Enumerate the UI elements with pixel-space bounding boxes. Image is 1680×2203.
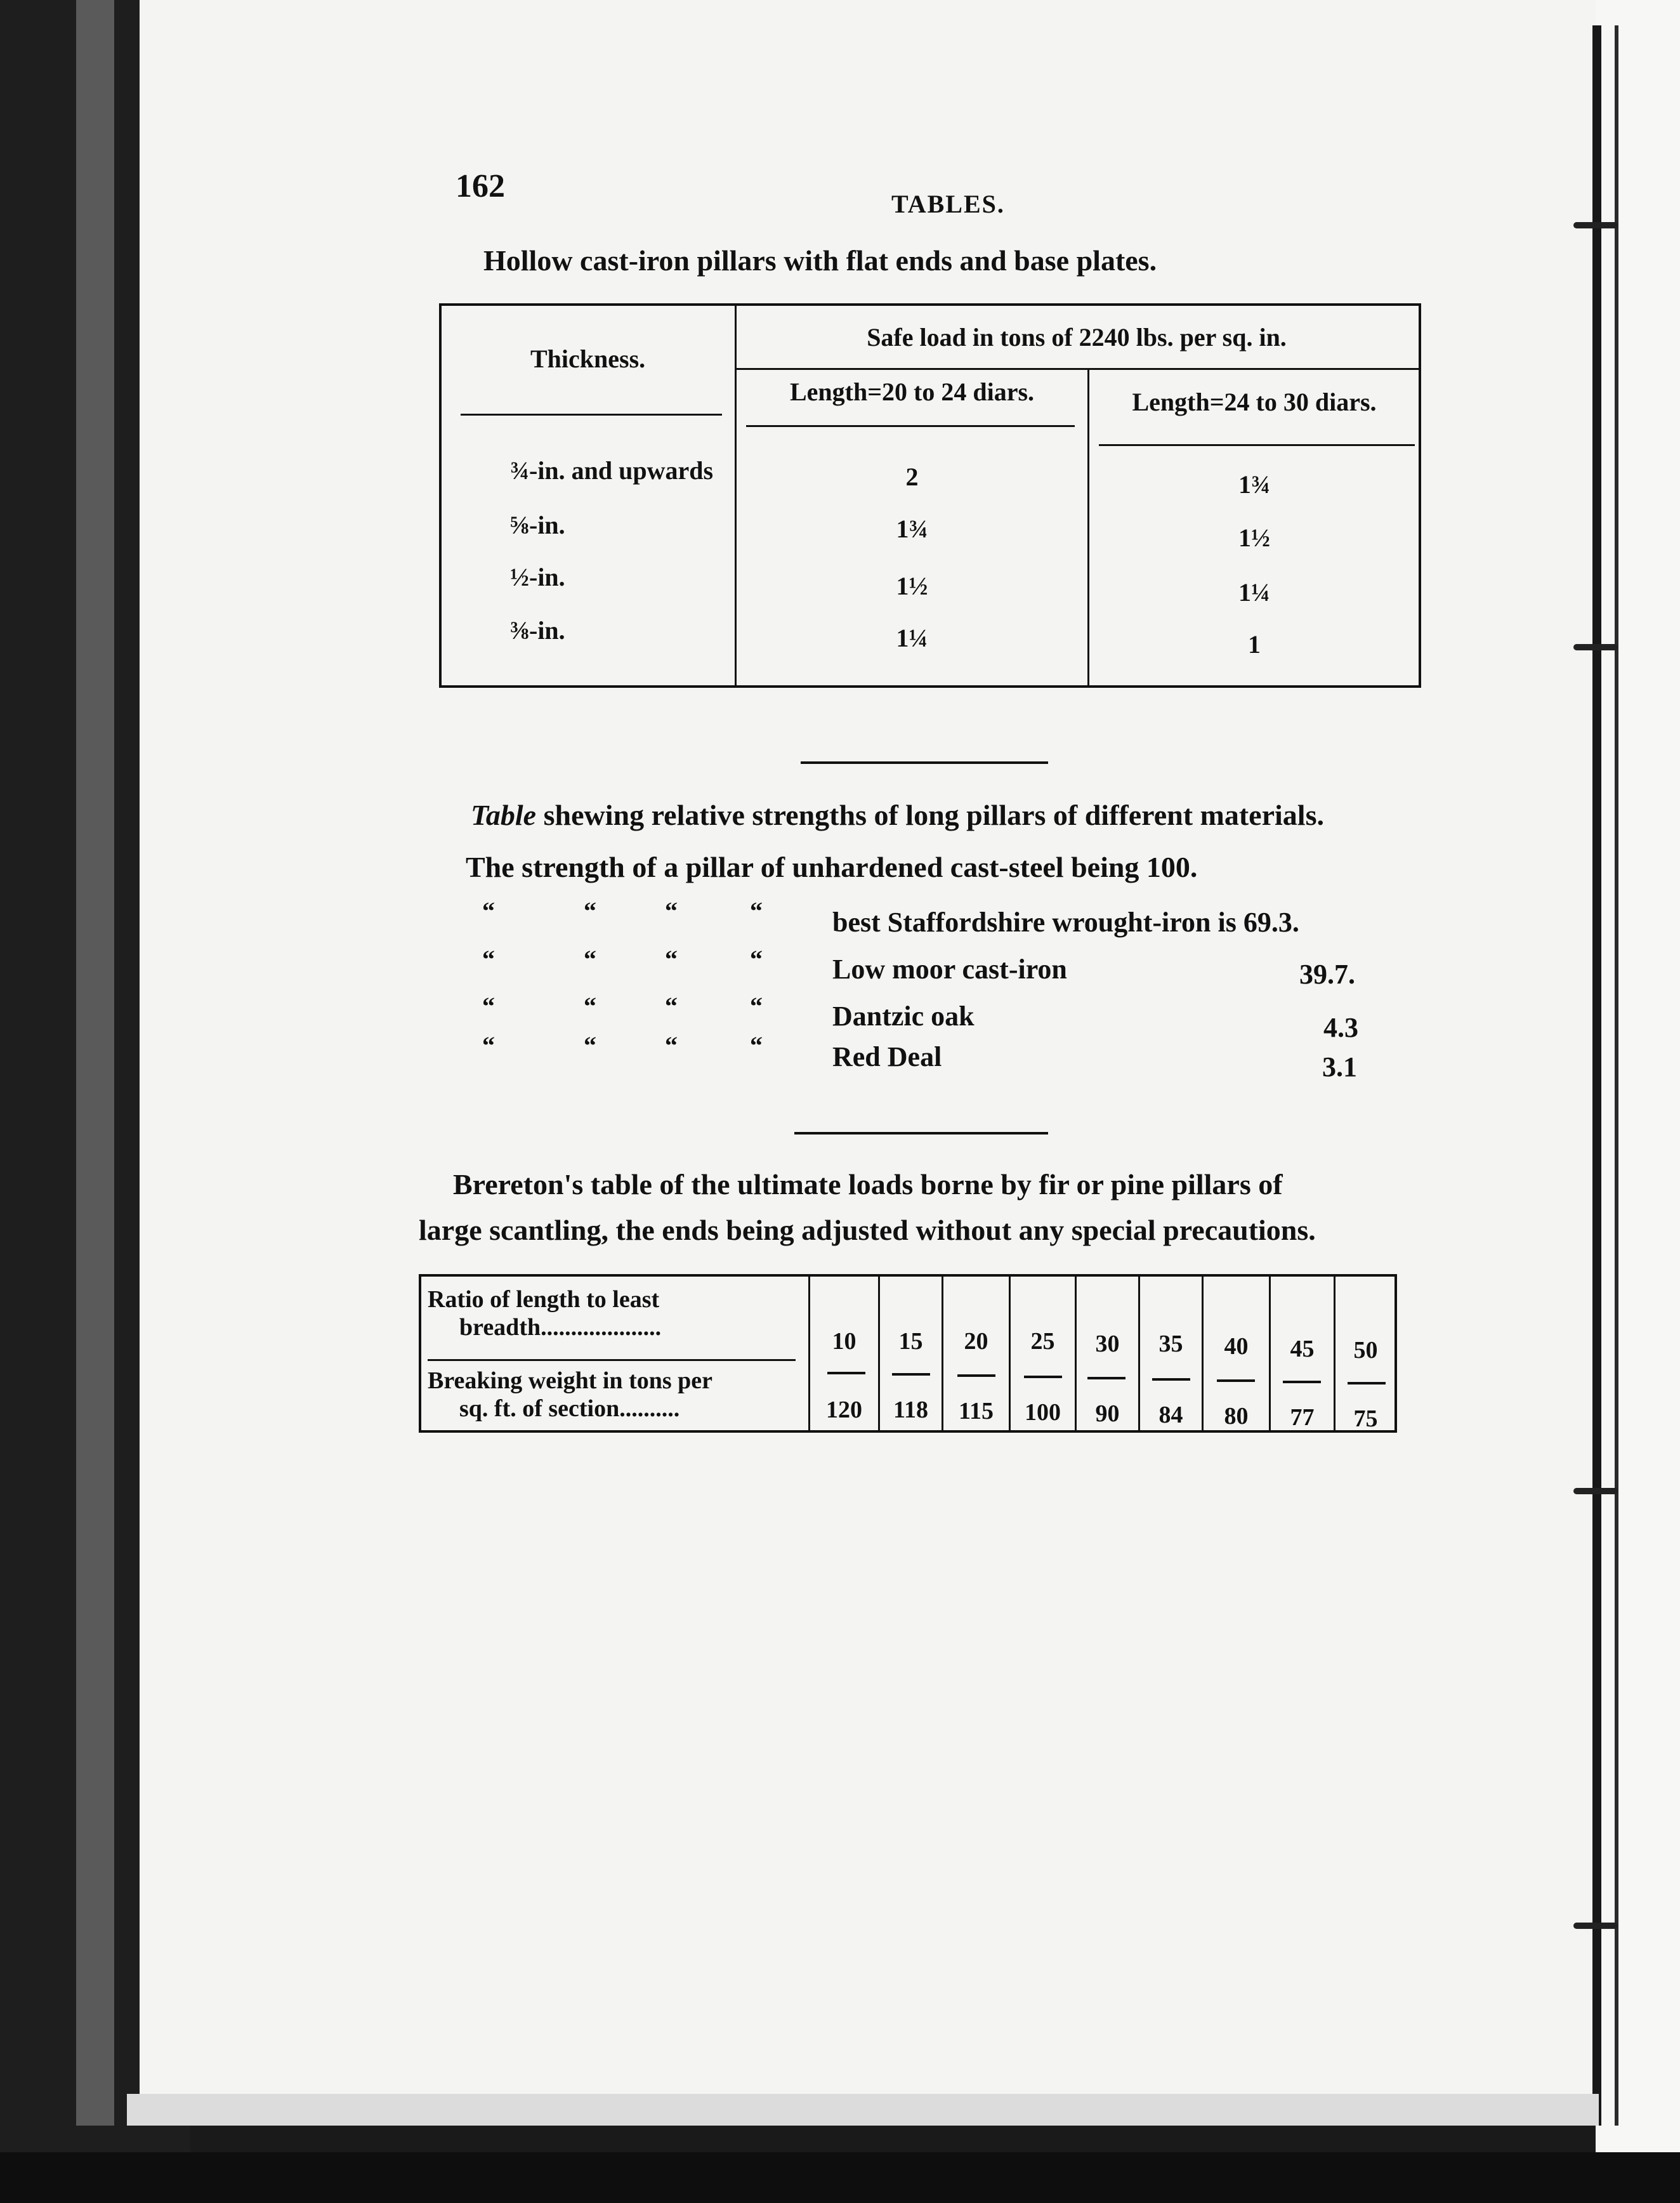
thickness-cell: ⅜-in.: [510, 616, 565, 645]
ditto-mark: “: [482, 945, 495, 973]
load-cell: 1¼: [896, 624, 928, 652]
ratio-cell: 45: [1290, 1336, 1315, 1362]
scan-book-edge: [76, 0, 114, 2126]
load-cell: 1¼: [1238, 578, 1270, 607]
section-rule: [801, 761, 1048, 764]
safe-load-table: [439, 303, 1421, 688]
binding-stitch: [1573, 644, 1618, 650]
brereton-intro-line2: large scantling, the ends being adjusted without any special precautions.: [419, 1214, 1316, 1246]
length-24-30-header: Length=24 to 30 diars.: [1132, 388, 1377, 416]
ditto-mark: “: [750, 945, 763, 973]
load-cell: 1¾: [896, 515, 928, 543]
weight-cell: 75: [1353, 1405, 1378, 1432]
brereton-intro-line1: Brereton's table of the ultimate loads borne by fir or pine pillars of: [453, 1168, 1283, 1200]
table1-caption: Hollow cast-iron pillars with flat ends and base plates.: [483, 244, 1157, 277]
brereton-table: [419, 1274, 1397, 1433]
ditto-mark: “: [665, 992, 678, 1020]
ratio-cell: 40: [1224, 1333, 1249, 1360]
ditto-mark: “: [750, 992, 763, 1020]
thickness-header: Thickness.: [530, 345, 646, 373]
material-name: Red Deal: [832, 1041, 942, 1072]
ratio-cell: 10: [832, 1328, 856, 1355]
cell-rule: [957, 1374, 995, 1377]
thickness-cell: ½-in.: [510, 563, 565, 591]
ratio-cell: 15: [898, 1328, 923, 1355]
binding-stitch: [1573, 1488, 1618, 1494]
load-cell: 1½: [1238, 523, 1270, 552]
ditto-mark: “: [482, 1031, 495, 1060]
ratio-cell: 20: [964, 1328, 988, 1355]
ditto-mark: “: [665, 945, 678, 973]
facing-page-edge: [1596, 0, 1680, 2203]
weight-cell: 84: [1158, 1402, 1183, 1428]
page-number: 162: [456, 168, 505, 204]
strengths-intro-line1: [471, 798, 1324, 832]
weight-cell: 120: [826, 1397, 862, 1423]
cell-rule: [1152, 1378, 1190, 1381]
weight-label-cont: sq. ft. of section..........: [459, 1395, 680, 1422]
intro-rest: shewing relative strengths of long pillars of different materials.: [536, 799, 1324, 831]
ratio-cell: 50: [1353, 1337, 1378, 1364]
table-rule: [1099, 444, 1415, 446]
weight-cell: 77: [1290, 1404, 1315, 1431]
weight-cell: 90: [1095, 1400, 1120, 1427]
ratio-cell: 35: [1158, 1331, 1183, 1357]
weight-cell: 118: [893, 1397, 928, 1423]
table-rule: [461, 414, 722, 416]
cell-rule: [1024, 1376, 1062, 1378]
thickness-cell: ⅝-in.: [510, 511, 565, 539]
load-cell: 2: [905, 463, 919, 491]
cell-rule: [1348, 1382, 1386, 1384]
cell-rule: [1087, 1377, 1125, 1379]
ditto-mark: “: [750, 1031, 763, 1060]
ditto-mark: “: [665, 897, 678, 925]
ditto-mark: “: [584, 897, 596, 925]
load-cell: 1: [1248, 630, 1261, 659]
weight-cell: 115: [959, 1398, 994, 1424]
table-rule: [746, 425, 1075, 427]
ditto-mark: “: [584, 992, 596, 1020]
table-rule: [428, 1359, 796, 1361]
load-cell: 1½: [896, 572, 928, 600]
binding-stitch: [1573, 1923, 1618, 1929]
material-value: 4.3: [1323, 1012, 1358, 1043]
ditto-mark: “: [665, 1031, 678, 1060]
binding-gutter: [1592, 25, 1601, 2126]
cell-rule: [827, 1372, 865, 1374]
binding-gutter-shadow: [1615, 25, 1618, 2126]
table-word-italic: Table: [471, 799, 537, 831]
load-cell: 1¾: [1238, 470, 1270, 499]
ratio-cell: 30: [1095, 1331, 1120, 1357]
cell-rule: [892, 1373, 930, 1376]
cell-rule: [1217, 1379, 1255, 1382]
scan-margin-bottom: [0, 2152, 1680, 2203]
ditto-mark: “: [584, 1031, 596, 1060]
material-name: Low moor cast-iron: [832, 954, 1067, 985]
weight-cell: 100: [1025, 1399, 1061, 1426]
table-rule: [735, 368, 1419, 370]
ditto-mark: “: [750, 897, 763, 925]
safe-load-header: Safe load in tons of 2240 lbs. per sq. in.: [867, 323, 1287, 352]
weight-cell: 80: [1224, 1403, 1249, 1430]
strengths-intro-line2: The strength of a pillar of unhardened cast-steel being 100.: [466, 851, 1198, 883]
page-bottom-edge: [127, 2094, 1599, 2126]
thickness-cell: ¾-in. and upwards: [510, 456, 714, 485]
ratio-cell: 25: [1030, 1328, 1055, 1355]
cell-rule: [1283, 1381, 1321, 1383]
material-name: Dantzic oak: [832, 1001, 975, 1032]
running-head: TABLES.: [891, 190, 1005, 218]
ditto-mark: “: [584, 945, 596, 973]
material-value: 39.7.: [1299, 959, 1355, 990]
ditto-mark: “: [482, 992, 495, 1020]
ditto-mark: “: [482, 897, 495, 925]
material-value: 3.1: [1322, 1051, 1357, 1082]
section-rule: [794, 1132, 1048, 1134]
binding-stitch: [1573, 222, 1618, 228]
weight-label: Breaking weight in tons per: [428, 1367, 713, 1394]
length-20-24-header: Length=20 to 24 diars.: [789, 378, 1035, 406]
material-name: best Staffordshire wrought-iron is 69.3.: [832, 907, 1299, 938]
ratio-label: Ratio of length to least: [428, 1286, 660, 1313]
ratio-label-cont: breadth....................: [459, 1314, 662, 1341]
